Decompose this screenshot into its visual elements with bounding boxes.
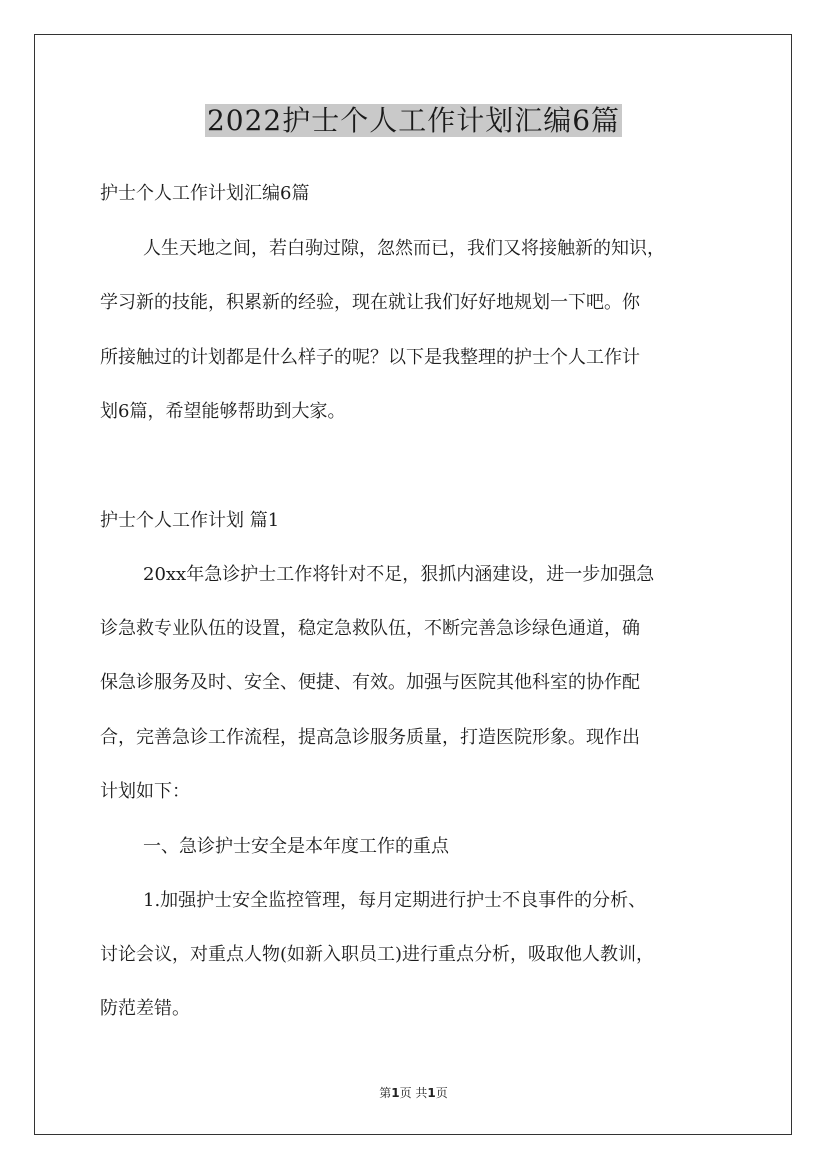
footer-mid: 页 共 <box>399 1086 428 1100</box>
intro-line-1: 人生天地之间，若白驹过隙，忽然而已，我们又将接触新的知识， <box>143 238 665 259</box>
footer-suffix: 页 <box>435 1086 448 1100</box>
section-1-line-4: 合，完善急诊工作流程，提高急诊服务质量，打造医院形象。现作出 <box>100 727 640 748</box>
section-1-line-2: 诊急救专业队伍的设置，稳定急救队伍，不断完善急诊绿色通道，确 <box>100 618 640 639</box>
document-title <box>0 100 827 142</box>
intro-line-4: 划6篇，希望能够帮助到大家。 <box>100 401 346 422</box>
section-1-line-1: 20xx年急诊护士工作将针对不足，狠抓内涵建设，进一步加强急 <box>143 564 655 585</box>
section-1-heading: 护士个人工作计划 篇1 <box>100 510 280 531</box>
footer-page-number: 1 <box>391 1086 400 1100</box>
footer-prefix: 第 <box>379 1086 392 1100</box>
point-1-item-line-3: 防范差错。 <box>100 998 190 1019</box>
footer-total-pages: 1 <box>427 1086 436 1100</box>
section-1-line-5: 计划如下： <box>100 781 190 802</box>
document-title-text: 2022护士个人工作计划汇编6篇 <box>206 104 621 137</box>
point-1-item-line-1: 1.加强护士安全监控管理，每月定期进行护士不良事件的分析、 <box>143 890 647 911</box>
intro-line-2: 学习新的技能，积累新的经验，现在就让我们好好地规划一下吧。你 <box>100 292 640 313</box>
intro-line-3: 所接触过的计划都是什么样子的呢？以下是我整理的护士个人工作计 <box>100 347 640 368</box>
page-footer <box>0 1084 827 1102</box>
document-subtitle: 护士个人工作计划汇编6篇 <box>100 183 310 204</box>
section-1-line-3: 保急诊服务及时、安全、便捷、有效。加强与医院其他科室的协作配 <box>100 672 640 693</box>
point-1-item-line-2: 讨论会议，对重点人物(如新入职员工)进行重点分析，吸取他人教训， <box>100 944 655 965</box>
point-1-heading: 一、急诊护士安全是本年度工作的重点 <box>143 836 449 857</box>
